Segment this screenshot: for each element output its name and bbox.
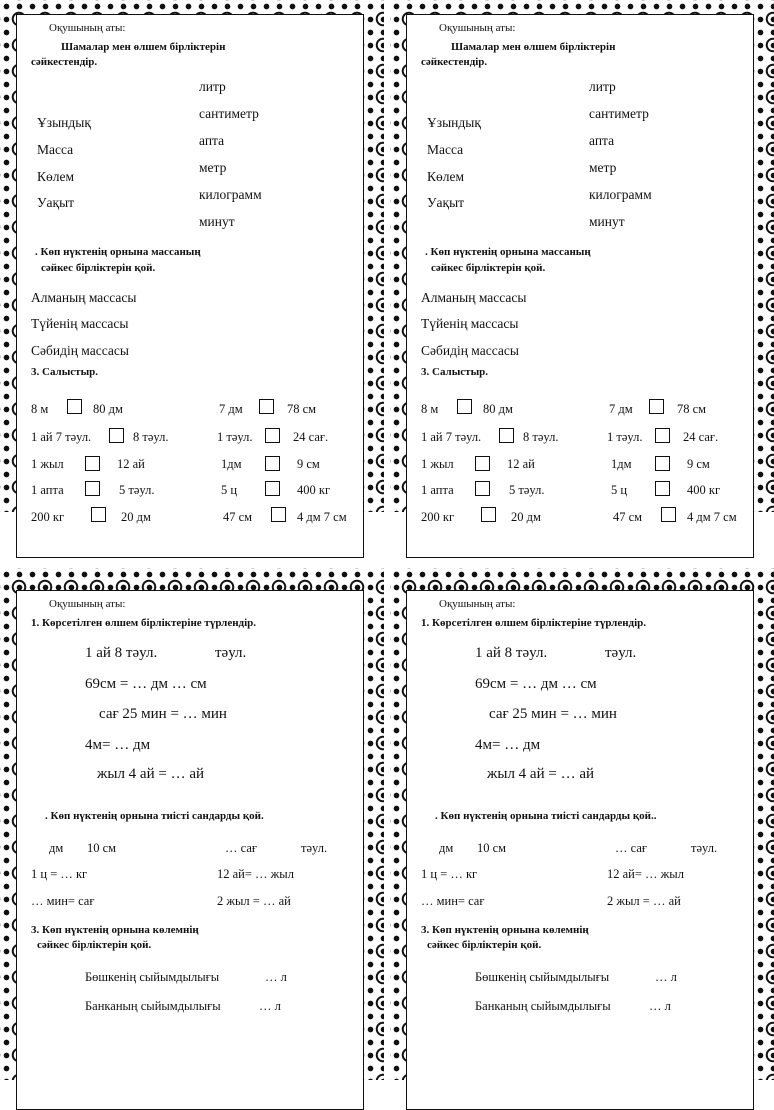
task2-title: . Көп нүктенің орнына тиісті сандарды қой.. xyxy=(435,810,657,822)
compare-right: 4 дм 7 см xyxy=(687,510,737,524)
task2-title-cont: сәйкес бірліктерін қой. xyxy=(41,262,156,274)
task2-title-cont: сәйкес бірліктерін қой. xyxy=(431,262,546,274)
volume-blank: … л xyxy=(265,970,287,984)
unit-option: апта xyxy=(589,133,615,148)
compare-left: 7 дм xyxy=(609,402,633,416)
convert-line: жыл 4 ай = … ай xyxy=(487,766,595,782)
compare-right: 9 см xyxy=(297,457,320,471)
compare-right: 8 тәул. xyxy=(523,430,559,444)
compare-left: 200 кг xyxy=(421,510,455,524)
compare-left: 1дм xyxy=(221,457,242,471)
compare-box[interactable] xyxy=(661,507,676,522)
compare-box[interactable] xyxy=(85,456,100,471)
convert-line: 4м= … дм xyxy=(475,737,541,753)
compare-box[interactable] xyxy=(457,399,472,414)
volume-item: Банканың сыйымдылығы xyxy=(475,999,611,1013)
compare-box[interactable] xyxy=(265,456,280,471)
compare-box[interactable] xyxy=(475,481,490,496)
unit-option: килограмм xyxy=(589,187,652,202)
unit-option: апта xyxy=(199,133,225,148)
worksheet-card-bottom-left xyxy=(0,568,384,1080)
compare-right: 400 кг xyxy=(297,483,331,497)
fill-item: 12 ай= … жыл xyxy=(217,867,294,881)
compare-right: 400 кг xyxy=(687,483,721,497)
fill-item: … мин= сағ xyxy=(31,894,95,908)
task3-title: 3. Салыстыр. xyxy=(31,366,99,378)
task1-title: Шамалар мен өлшем бірліктерін xyxy=(61,41,226,53)
convert-line: 1 ай 8 тәул. xyxy=(85,645,158,661)
quantity-label: Ұзындық xyxy=(427,115,481,130)
worksheet-card-bottom-right xyxy=(390,568,774,1080)
convert-unit: тәул. xyxy=(605,645,637,661)
convert-line: сағ 25 мин = … мин xyxy=(489,706,617,722)
fill-item: дм xyxy=(49,841,64,855)
unit-option: сантиметр xyxy=(199,106,259,121)
task1-title-cont: сәйкестендір. xyxy=(421,56,488,68)
worksheet-frame xyxy=(406,14,754,558)
task3-title: 3. Салыстыр. xyxy=(421,366,489,378)
compare-left: 47 см xyxy=(223,510,253,524)
task1-title: Шамалар мен өлшем бірліктерін xyxy=(451,41,616,53)
volume-blank: … л xyxy=(649,999,671,1013)
fill-item: 10 см xyxy=(87,841,117,855)
unit-option: минут xyxy=(589,214,625,229)
compare-box[interactable] xyxy=(655,428,670,443)
task1-title: 1. Көрсетілген өлшем бірліктеріне түрлендір. xyxy=(421,617,647,629)
compare-left: 1 апта xyxy=(31,483,64,497)
mass-item: Түйенің массасы xyxy=(421,316,519,331)
task3-title: 3. Көп нүктенің орнына көлемнің xyxy=(31,924,199,936)
compare-box[interactable] xyxy=(655,456,670,471)
compare-box[interactable] xyxy=(271,507,286,522)
convert-line: 4м= … дм xyxy=(85,737,151,753)
fill-item: … сағ xyxy=(225,841,258,855)
fill-item: дм xyxy=(439,841,454,855)
compare-right: 12 ай xyxy=(507,457,535,471)
task3-title-cont: сәйкес бірліктерін қой. xyxy=(427,939,542,951)
worksheet-card-top-right xyxy=(390,0,774,524)
task3-title: 3. Көп нүктенің орнына көлемнің xyxy=(421,924,589,936)
compare-left: 1 тәул. xyxy=(217,430,253,444)
compare-left: 1дм xyxy=(611,457,632,471)
quantity-label: Масса xyxy=(37,142,74,157)
compare-right: 78 см xyxy=(287,402,317,416)
compare-box[interactable] xyxy=(109,428,124,443)
fill-item: тәул. xyxy=(301,841,328,855)
quantity-label: Ұзындық xyxy=(37,115,91,130)
mass-item: Алманың массасы xyxy=(421,290,527,305)
compare-right: 12 ай xyxy=(117,457,145,471)
compare-box[interactable] xyxy=(85,481,100,496)
compare-right: 4 дм 7 см xyxy=(297,510,347,524)
worksheet-card-top-left xyxy=(0,0,384,524)
compare-right: 78 см xyxy=(677,402,707,416)
unit-option: метр xyxy=(589,160,617,175)
fill-item: 10 см xyxy=(477,841,507,855)
task2-title: . Көп нүктенің орнына массаның xyxy=(425,246,591,258)
fill-item: 1 ц = … кг xyxy=(421,867,478,881)
convert-line: 1 ай 8 тәул. xyxy=(475,645,548,661)
compare-left: 1 жыл xyxy=(421,457,454,471)
compare-left: 200 кг xyxy=(31,510,65,524)
compare-box[interactable] xyxy=(655,481,670,496)
compare-right: 24 сағ. xyxy=(683,430,719,444)
student-name-label: Оқушының аты: xyxy=(439,22,516,34)
quantity-label: Масса xyxy=(427,142,464,157)
fill-item: 2 жыл = … ай xyxy=(607,894,681,908)
unit-option: литр xyxy=(199,79,226,94)
task2-title: . Көп нүктенің орнына тиісті сандарды қой. xyxy=(45,810,264,822)
convert-line: жыл 4 ай = … ай xyxy=(97,766,205,782)
compare-left: 47 см xyxy=(613,510,643,524)
compare-box[interactable] xyxy=(499,428,514,443)
compare-right: 5 тәул. xyxy=(119,483,155,497)
compare-box[interactable] xyxy=(259,399,274,414)
compare-box[interactable] xyxy=(265,481,280,496)
worksheet-frame xyxy=(406,590,754,1110)
fill-item: тәул. xyxy=(691,841,718,855)
mass-item: Сәбидің массасы xyxy=(31,343,129,358)
compare-right: 5 тәул. xyxy=(509,483,545,497)
compare-box[interactable] xyxy=(67,399,82,414)
fill-item: 2 жыл = … ай xyxy=(217,894,291,908)
compare-left: 5 ц xyxy=(221,483,238,497)
worksheet-frame xyxy=(16,14,364,558)
compare-right: 24 сағ. xyxy=(293,430,329,444)
compare-left: 5 ц xyxy=(611,483,628,497)
quantity-label: Көлем xyxy=(37,169,75,184)
compare-right: 80 дм xyxy=(93,402,123,416)
convert-line: 69см = … дм … см xyxy=(85,676,207,692)
convert-line: 69см = … дм … см xyxy=(475,676,597,692)
task2-title: . Көп нүктенің орнына массаның xyxy=(35,246,201,258)
unit-option: сантиметр xyxy=(589,106,649,121)
compare-box[interactable] xyxy=(475,456,490,471)
task3-title-cont: сәйкес бірліктерін қой. xyxy=(37,939,152,951)
compare-left: 1 ай 7 тәул. xyxy=(421,430,482,444)
fill-item: … мин= сағ xyxy=(421,894,485,908)
compare-box[interactable] xyxy=(91,507,106,522)
mass-item: Түйенің массасы xyxy=(31,316,129,331)
convert-unit: тәул. xyxy=(215,645,247,661)
fill-item: 1 ц = … кг xyxy=(31,867,88,881)
mass-item: Алманың массасы xyxy=(31,290,137,305)
compare-right: 20 дм xyxy=(121,510,151,524)
student-name-label: Оқушының аты: xyxy=(49,598,126,610)
volume-blank: … л xyxy=(259,999,281,1013)
volume-item: Бөшкенің сыйымдылығы xyxy=(475,970,610,984)
fill-item: 12 ай= … жыл xyxy=(607,867,684,881)
compare-right: 80 дм xyxy=(483,402,513,416)
compare-box[interactable] xyxy=(265,428,280,443)
task1-title: 1. Көрсетілген өлшем бірліктеріне түрлендір. xyxy=(31,617,257,629)
quantity-label: Уақыт xyxy=(427,195,465,210)
unit-option: килограмм xyxy=(199,187,262,202)
compare-left: 1 тәул. xyxy=(607,430,643,444)
compare-left: 8 м xyxy=(31,402,49,416)
unit-option: минут xyxy=(199,214,235,229)
unit-option: метр xyxy=(199,160,227,175)
volume-item: Бөшкенің сыйымдылығы xyxy=(85,970,220,984)
worksheet-frame xyxy=(16,590,364,1110)
task1-title-cont: сәйкестендір. xyxy=(31,56,98,68)
convert-line: сағ 25 мин = … мин xyxy=(99,706,227,722)
compare-right: 9 см xyxy=(687,457,710,471)
compare-left: 1 апта xyxy=(421,483,454,497)
compare-right: 8 тәул. xyxy=(133,430,169,444)
student-name-label: Оқушының аты: xyxy=(49,22,126,34)
quantity-label: Уақыт xyxy=(37,195,75,210)
volume-blank: … л xyxy=(655,970,677,984)
quantity-label: Көлем xyxy=(427,169,465,184)
fill-item: … сағ xyxy=(615,841,648,855)
unit-option: литр xyxy=(589,79,616,94)
volume-item: Банканың сыйымдылығы xyxy=(85,999,221,1013)
compare-left: 1 жыл xyxy=(31,457,64,471)
compare-box[interactable] xyxy=(481,507,496,522)
student-name-label: Оқушының аты: xyxy=(439,598,516,610)
compare-right: 20 дм xyxy=(511,510,541,524)
compare-left: 7 дм xyxy=(219,402,243,416)
compare-left: 8 м xyxy=(421,402,439,416)
compare-box[interactable] xyxy=(649,399,664,414)
compare-left: 1 ай 7 тәул. xyxy=(31,430,92,444)
mass-item: Сәбидің массасы xyxy=(421,343,519,358)
